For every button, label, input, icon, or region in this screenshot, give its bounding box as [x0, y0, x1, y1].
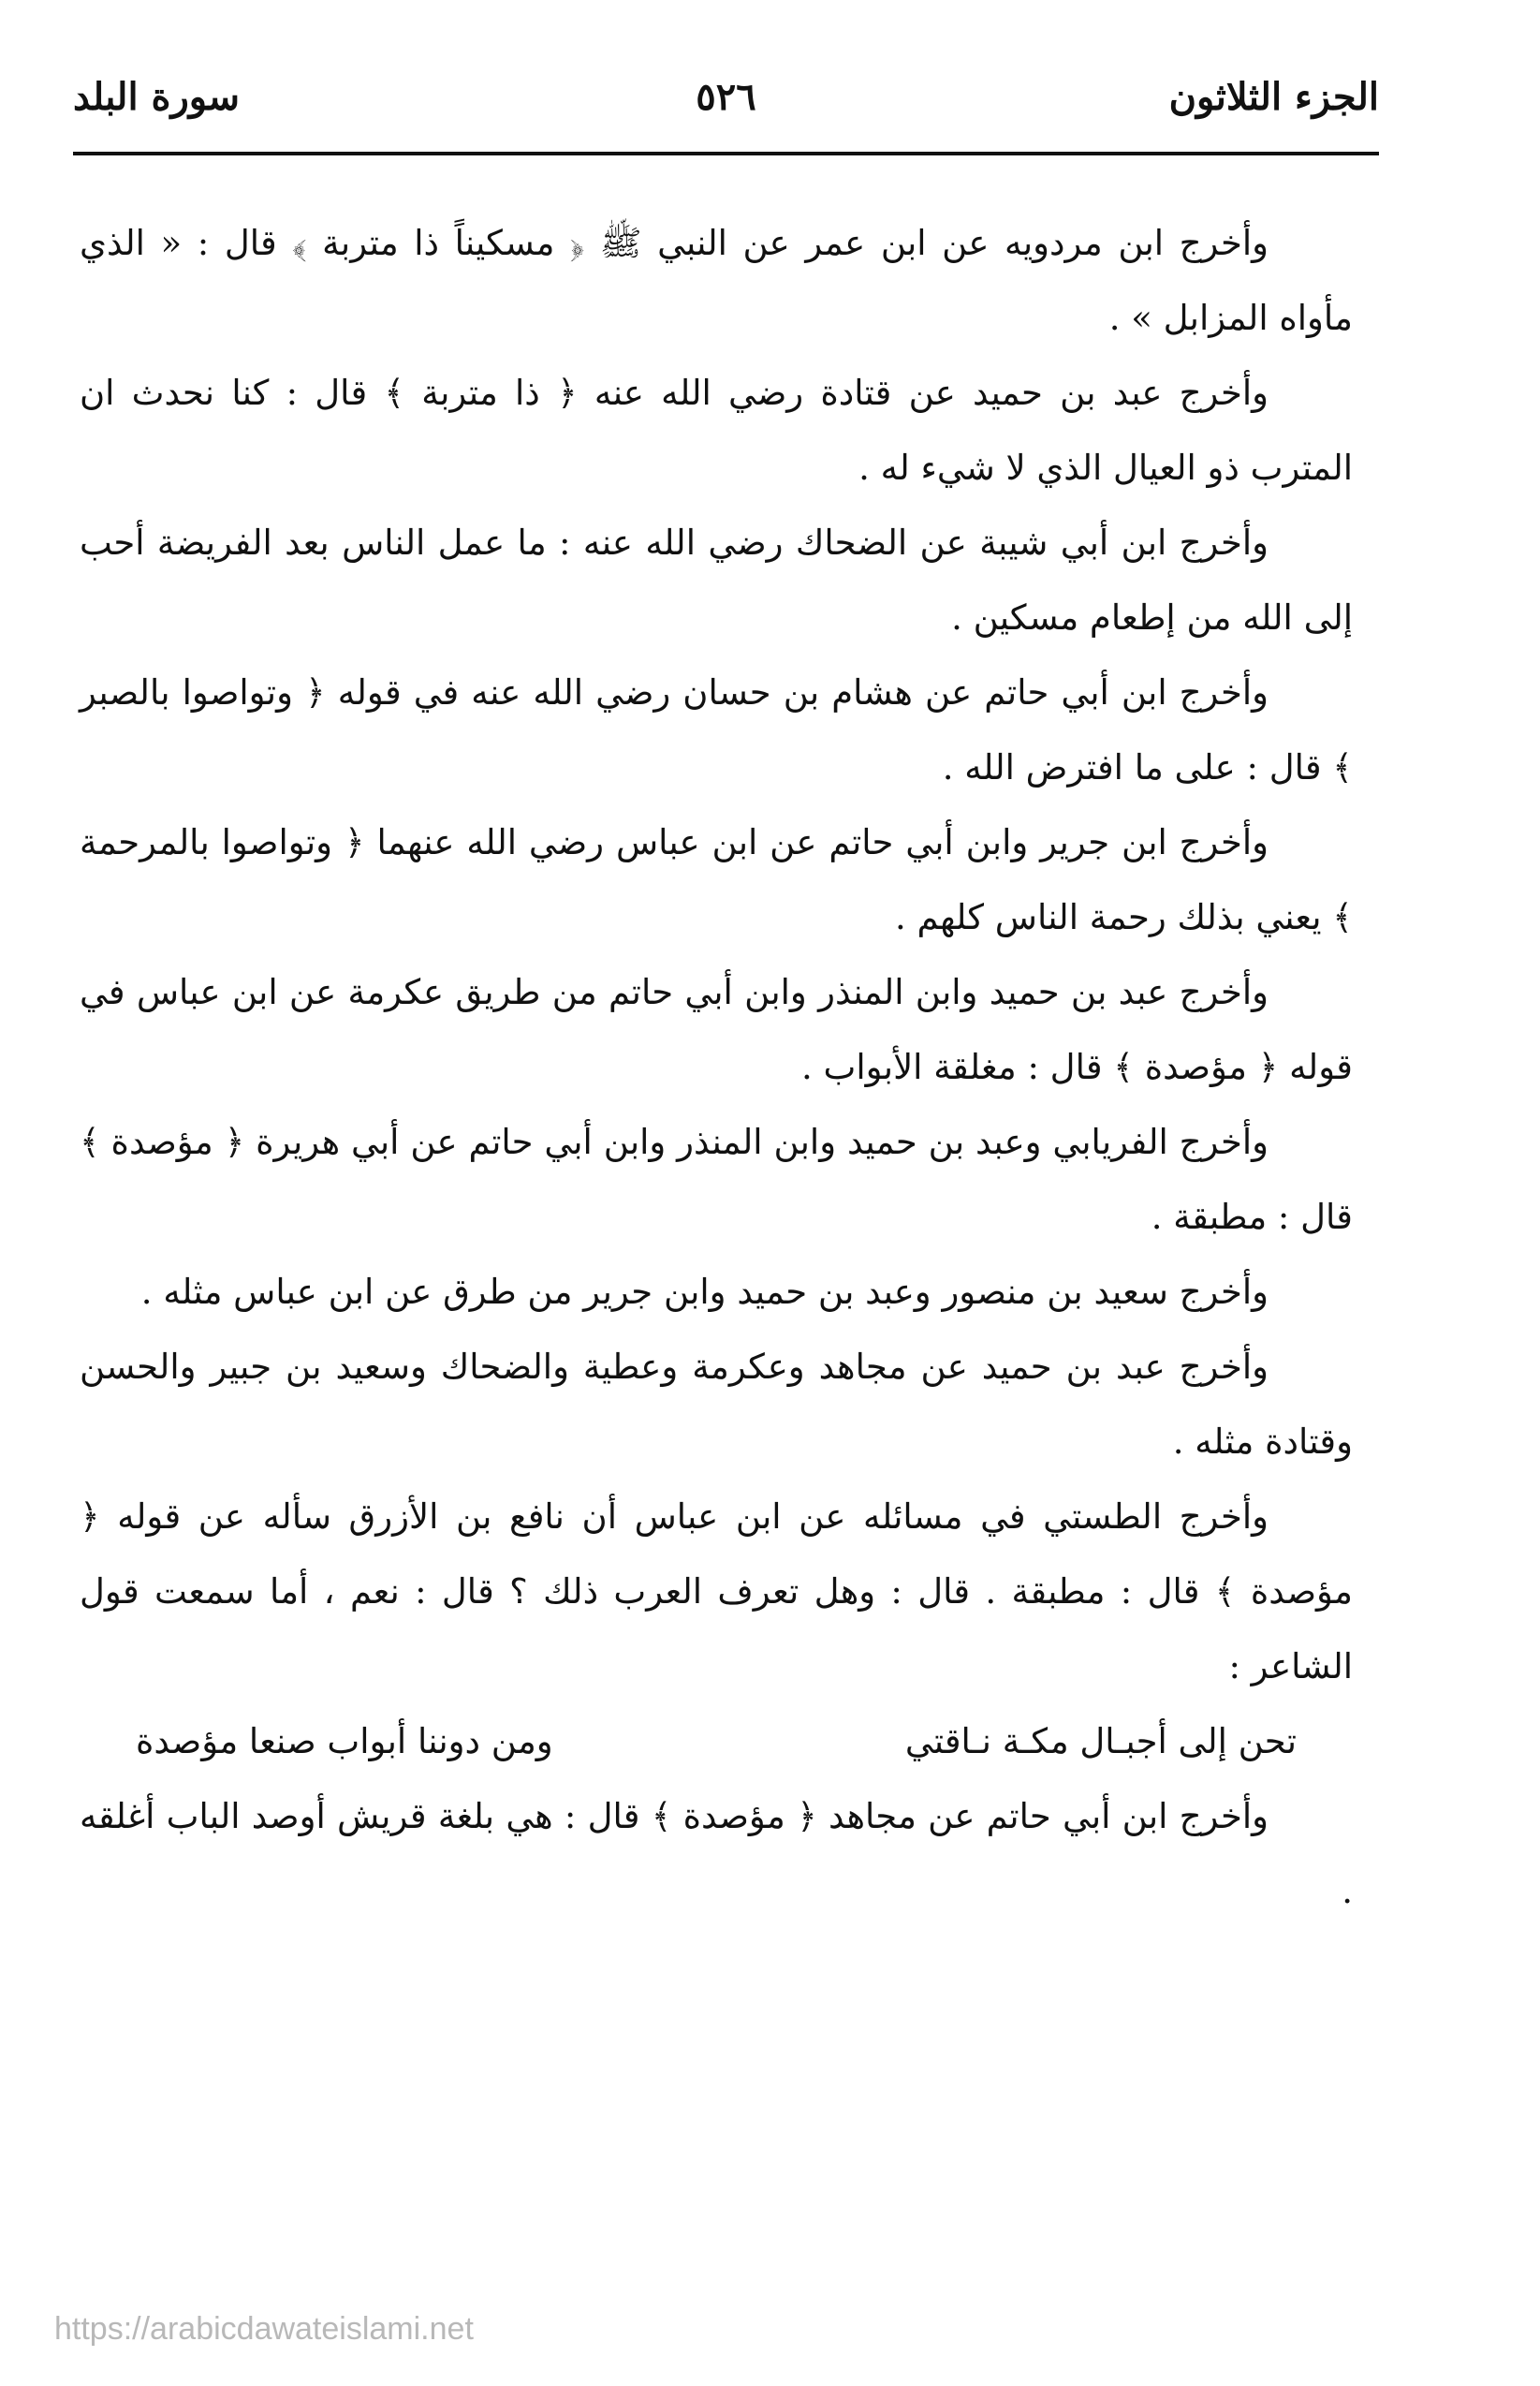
- verse-first-hemistich: تحن إلى أجبـال مكـة نـاقتي: [904, 1721, 1297, 1761]
- header-rule: [73, 152, 1379, 155]
- poetry-verse: [80, 1704, 1353, 1779]
- page-header: [73, 75, 1379, 150]
- paragraph: وأخرج سعيد بن منصور وعبد بن حميد وابن جرير من طرق عن ابن عباس مثله .: [140, 1272, 1269, 1312]
- part-title: الجزء الثلاثون: [1168, 75, 1379, 119]
- verse-second-hemistich: ومن دوننا أبواب صنعا مؤصدة: [136, 1721, 553, 1761]
- paragraph: وأخرج ابن أبي حاتم عن مجاهد ﴿ مؤصدة ﴾ قال : هي بلغة قريش أوصد الباب أغلقه .: [80, 1796, 1353, 1911]
- paragraph: وأخرج ابن أبي حاتم عن هشام بن حسان رضي الله عنه في قوله ﴿ وتواصوا بالصبر ﴾ قال : على ما افترض الله .: [80, 672, 1353, 788]
- surah-title: سورة البلد: [73, 75, 240, 119]
- page-body: [80, 206, 1353, 1929]
- page-number: ٥٢٦: [696, 75, 756, 119]
- paragraph: وأخرج ابن جرير وابن أبي حاتم عن ابن عباس رضي الله عنهما ﴿ وتواصوا بالمرحمة ﴾ يعني بذلك رحمة الناس كلهم .: [80, 822, 1353, 937]
- paragraph: وأخرج عبد بن حميد وابن المنذر وابن أبي حاتم من طريق عكرمة عن ابن عباس في قوله ﴿ مؤصدة ﴾ قال : مغلقة الأبواب .: [80, 972, 1353, 1087]
- paragraph: وأخرج ابن أبي شيبة عن الضحاك رضي الله عنه : ما عمل الناس بعد الفريضة أحب إلى الله من إطعام مسكين .: [80, 523, 1353, 638]
- paragraph: وأخرج ابن مردويه عن ابن عمر عن النبي ﷺ ﴿ مسكيناً ذا متربة ﴾ قال : « الذي مأواه المزابل » .: [80, 223, 1353, 338]
- paragraph: وأخرج عبد بن حميد عن قتادة رضي الله عنه ﴿ ذا متربة ﴾ قال : كنا نحدث ان المترب ذو العيال الذي لا شيء له .: [80, 373, 1353, 488]
- paragraph: وأخرج عبد بن حميد عن مجاهد وعكرمة وعطية والضحاك وسعيد بن جبير والحسن وقتادة مثله .: [80, 1347, 1353, 1462]
- watermark-url: https://arabicdawateislami.net: [54, 2311, 474, 2347]
- paragraph: وأخرج الفريابي وعبد بن حميد وابن المنذر وابن أبي حاتم عن أبي هريرة ﴿ مؤصدة ﴾ قال : مطبقة .: [80, 1122, 1353, 1237]
- paragraph: وأخرج الطستي في مسائله عن ابن عباس أن نافع بن الأزرق سأله عن قوله ﴿ مؤصدة ﴾ قال : مطبقة . قال : وهل تعرف العرب ذلك ؟ قال : نعم ، أما سمعت قول الشاعر :: [80, 1496, 1353, 1686]
